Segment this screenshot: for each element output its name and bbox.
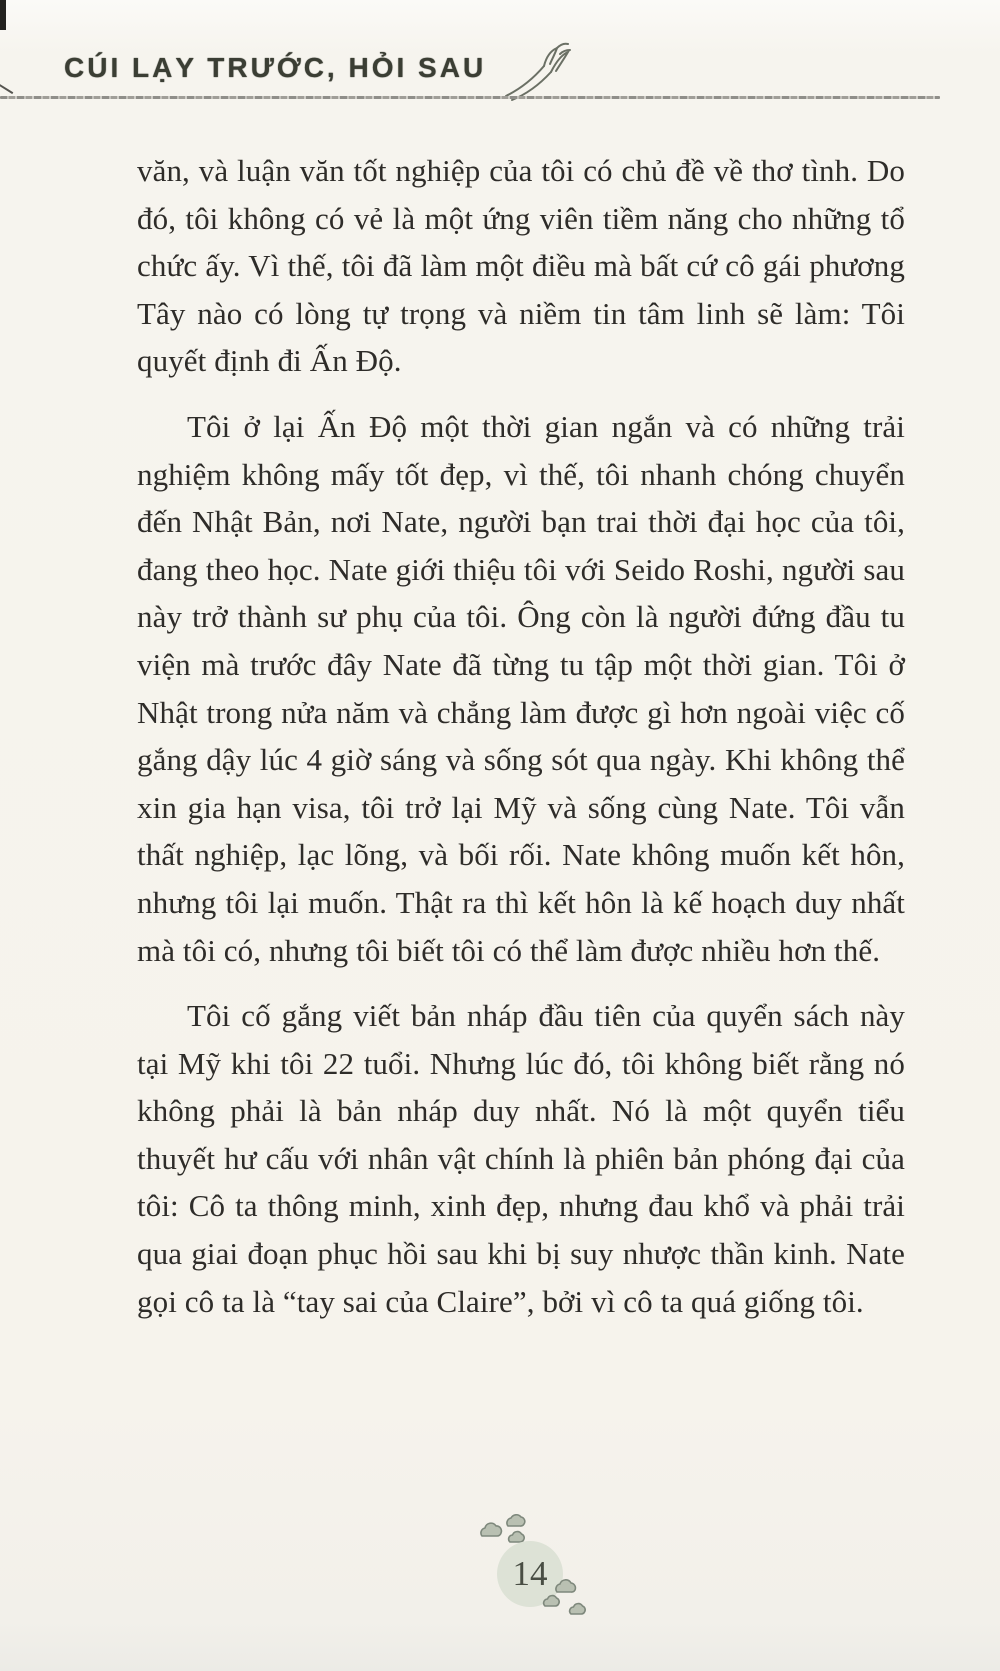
page-number: 14	[512, 1554, 548, 1593]
paragraph: văn, và luận văn tốt nghiệp của tôi có chủ đề về thơ tình. Do đó, tôi không có vẻ là một ứng viên tiềm năng cho những tổ chức ấy. Vì thế, tôi đã làm một điều mà bất cứ cô gái phương Tây nào có lòng tự trọng và niềm tin tâm linh sẽ làm: Tôi quyết định đi Ấn Độ.	[137, 153, 905, 379]
running-header	[64, 48, 576, 109]
running-header-title: CÚI LẠY TRƯỚC, HỎI SAU	[64, 52, 487, 83]
paragraph: Tôi cố gắng viết bản nháp đầu tiên của quyển sách này tại Mỹ khi tôi 22 tuổi. Nhưng lúc đó, tôi không biết rằng nó không phải là bản nháp duy nhất. Nó là một quyển tiểu thuyết hư cấu với nhân vật chính là phiên bản phóng đại của tôi: Cô ta thông minh, xinh đẹp, nhưng đau khổ và phải trải qua giai đoạn phục hồi sau khi bị suy nhược thần kinh. Nate gọi cô ta là “tay sai của Claire”, bởi vì cô ta quá giống tôi.	[137, 998, 905, 1319]
paragraph: Tôi ở lại Ấn Độ một thời gian ngắn và có những trải nghiệm không mấy tốt đẹp, vì thế, tôi nhanh chóng chuyển đến Nhật Bản, nơi Nate, người bạn trai thời đại học của tôi, đang theo học. Nate giới thiệu tôi với Seido Roshi, người sau này trở thành sư phụ của tôi. Ông còn là người đứng đầu tu viện mà trước đây Nate đã từng tu tập một thời gian. Tôi ở Nhật trong nửa năm và chẳng làm được gì hơn ngoài việc cố gắng dậy lúc 4 giờ sáng và sống sót qua ngày. Khi không thể xin gia hạn visa, tôi trở lại Mỹ và sống cùng Nate. Tôi vẫn thất nghiệp, lạc lõng, và bối rối. Nate không muốn kết hôn, nhưng tôi lại muốn. Thật ra thì kết hôn là kế hoạch duy nhất mà tôi có, nhưng tôi biết tôi có thể làm được nhiều hơn thế.	[137, 408, 905, 968]
header-rule-tick	[0, 84, 13, 94]
scan-artifact-mark	[0, 0, 6, 30]
header-rule	[0, 96, 940, 99]
cloud-decoration-icon	[541, 1576, 599, 1625]
page-body-text	[137, 147, 905, 1343]
